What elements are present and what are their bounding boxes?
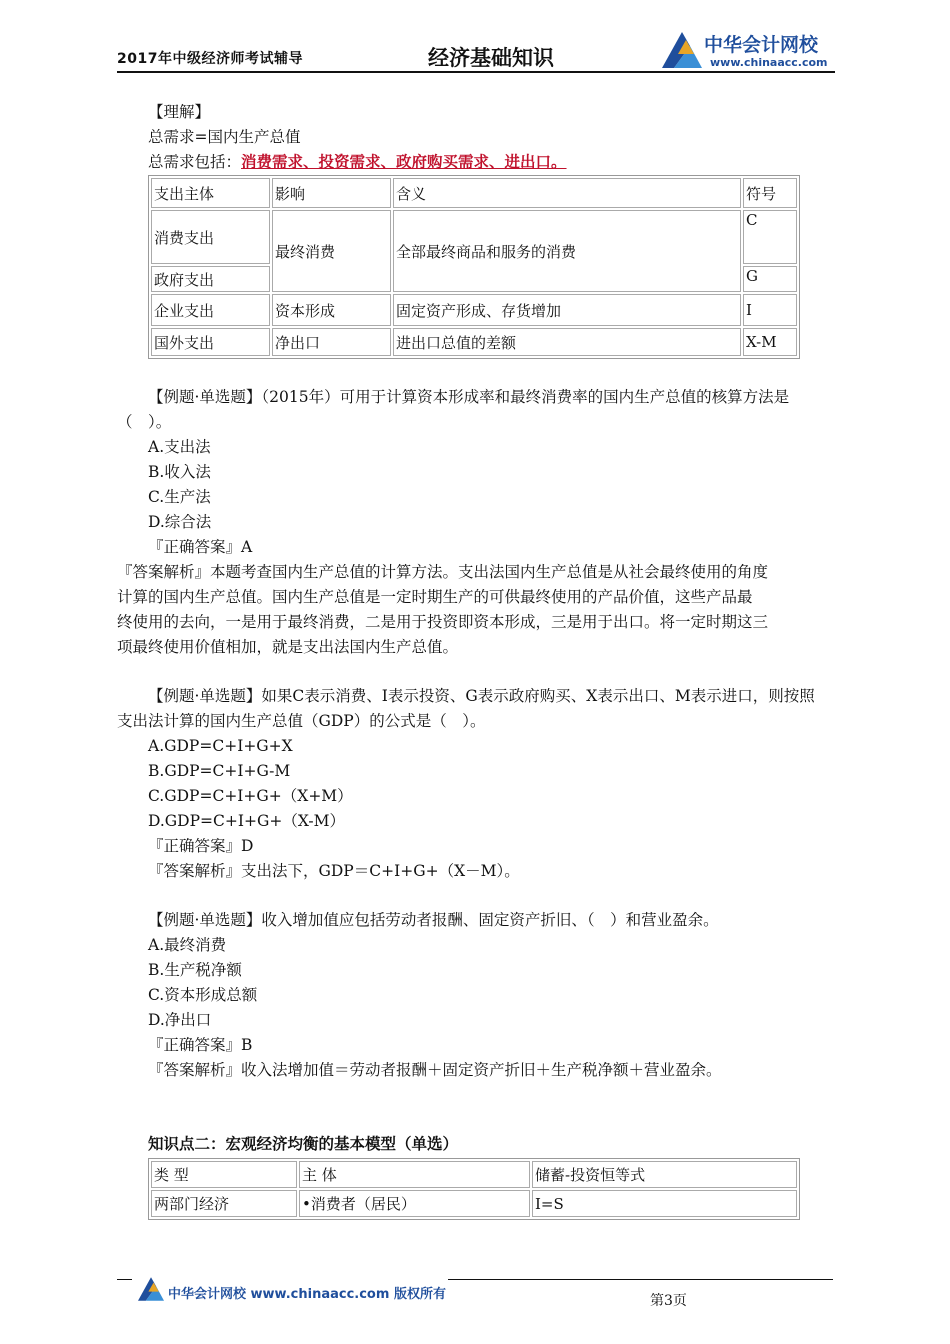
q1-analysis-line: 项最终使用价值相加，就是支出法国内生产总值。	[117, 638, 459, 656]
table-cell-symbol: G	[743, 266, 797, 292]
expenditure-table	[148, 175, 800, 359]
understanding-line1: 总需求=国内生产总值	[148, 128, 301, 146]
logo-url: www.chinaacc.com	[710, 56, 828, 69]
q1-stem-cont: （ ）。	[117, 413, 172, 431]
table-cell-subject: 政府支出	[151, 266, 270, 292]
table-row	[151, 1190, 797, 1217]
table-cell-subject: 企业支出	[151, 294, 270, 326]
table-cell-meaning: 进出口总值的差额	[393, 328, 741, 356]
footer-logo	[136, 1276, 166, 1306]
q2-option-b: B.GDP=C+I+G-M	[148, 762, 291, 780]
understanding-line2-prefix: 总需求包括：	[148, 153, 242, 171]
q3-option-a: A.最终消费	[148, 936, 227, 954]
table-row	[151, 294, 797, 326]
q2-stem-cont: 支出法计算的国内生产总值（GDP）的公式是（ ）。	[117, 712, 486, 730]
logo-triangle-icon	[136, 1276, 166, 1302]
q3-option-b: B.生产税净额	[148, 961, 242, 979]
q1-option-d: D.综合法	[148, 513, 212, 531]
footer-rule-right	[448, 1279, 833, 1280]
table-cell-subject: 国外支出	[151, 328, 270, 356]
table-cell: I=S	[532, 1190, 797, 1217]
table-cell-effect: 净出口	[272, 328, 391, 356]
header-course-title: 2017年中级经济师考试辅导	[117, 51, 303, 67]
q2-option-a: A.GDP=C+I+G+X	[148, 737, 293, 755]
q1-analysis-line: 终使用的去向，一是用于最终消费，二是用于投资即资本形成，三是用于出口。将一定时期这三	[117, 613, 769, 631]
understanding-line2	[148, 152, 567, 172]
q1-analysis-line: 计算的国内生产总值。国内生产总值是一定时期生产的可供最终使用的产品价值，这些产品最	[117, 588, 753, 606]
q2-option-d: D.GDP=C+I+G+（X-M）	[148, 812, 345, 830]
understanding-highlight: 消费需求、投资需求、政府购买需求、进出口。	[241, 152, 567, 171]
table-header-cell: 类 型	[151, 1161, 297, 1188]
q1-option-a: A.支出法	[148, 438, 211, 456]
q1-stem: 【例题·单选题】（2015年）可用于计算资本形成率和最终消费率的国内生产总值的核算方法是	[148, 388, 790, 406]
footer-rule-left	[117, 1279, 132, 1280]
table-cell-symbol: I	[743, 294, 797, 326]
q3-analysis: 『答案解析』收入法增加值＝劳动者报酬＋固定资产折旧＋生产税净额＋营业盈余。	[148, 1061, 722, 1079]
equilibrium-table	[148, 1158, 800, 1220]
table-cell-meaning: 固定资产形成、存货增加	[393, 294, 741, 326]
q3-stem: 【例题·单选题】收入增加值应包括劳动者报酬、固定资产折旧、（ ）和营业盈余。	[148, 911, 719, 929]
section-title: 知识点二：宏观经济均衡的基本模型（单选）	[148, 1135, 459, 1153]
table-cell-effect: 资本形成	[272, 294, 391, 326]
table-cell-symbol: X-M	[743, 328, 797, 356]
table-header-cell: 主 体	[299, 1161, 530, 1188]
table-header-cell: 符号	[743, 178, 797, 208]
table-cell: •消费者（居民）	[299, 1190, 530, 1217]
table-cell-effect: 最终消费	[272, 210, 391, 292]
q2-option-c: C.GDP=C+I+G+（X+M）	[148, 787, 353, 805]
table-header-row	[151, 1161, 797, 1188]
table-header-row	[151, 178, 797, 208]
q1-option-b: B.收入法	[148, 463, 211, 481]
understanding-label: 【理解】	[148, 103, 211, 121]
q1-answer: 『正确答案』A	[148, 538, 253, 556]
logo-name: 中华会计网校	[704, 34, 819, 56]
q2-answer: 『正确答案』D	[148, 837, 254, 855]
logo-triangle-icon	[660, 30, 704, 70]
header-subject-title: 经济基础知识	[428, 46, 554, 70]
q1-option-c: C.生产法	[148, 488, 211, 506]
q2-stem: 【例题·单选题】如果C表示消费、I表示投资、G表示政府购买、X表示出口、M表示进口，则按照	[148, 687, 815, 705]
table-header-cell: 影响	[272, 178, 391, 208]
q3-option-c: C.资本形成总额	[148, 986, 258, 1004]
brand-logo	[660, 30, 828, 74]
q3-answer: 『正确答案』B	[148, 1036, 253, 1054]
table-row	[151, 210, 797, 264]
table-header-cell: 含义	[393, 178, 741, 208]
table-header-cell: 支出主体	[151, 178, 270, 208]
table-cell-symbol: C	[743, 210, 797, 264]
table-cell: 两部门经济	[151, 1190, 297, 1217]
footer-copyright: 中华会计网校 www.chinaacc.com 版权所有	[168, 1287, 446, 1302]
table-row	[151, 328, 797, 356]
q1-analysis-line: 『答案解析』本题考查国内生产总值的计算方法。支出法国内生产总值是从社会最终使用的角度	[117, 563, 769, 581]
q3-option-d: D.净出口	[148, 1011, 212, 1029]
page-number: 第3页	[650, 1293, 687, 1309]
table-header-cell: 储蓄-投资恒等式	[532, 1161, 797, 1188]
table-cell-subject: 消费支出	[151, 210, 270, 264]
table-cell-meaning: 全部最终商品和服务的消费	[393, 210, 741, 292]
header-rule	[117, 71, 835, 73]
q2-analysis: 『答案解析』支出法下，GDP＝C+I+G+（X－M）。	[148, 862, 520, 880]
